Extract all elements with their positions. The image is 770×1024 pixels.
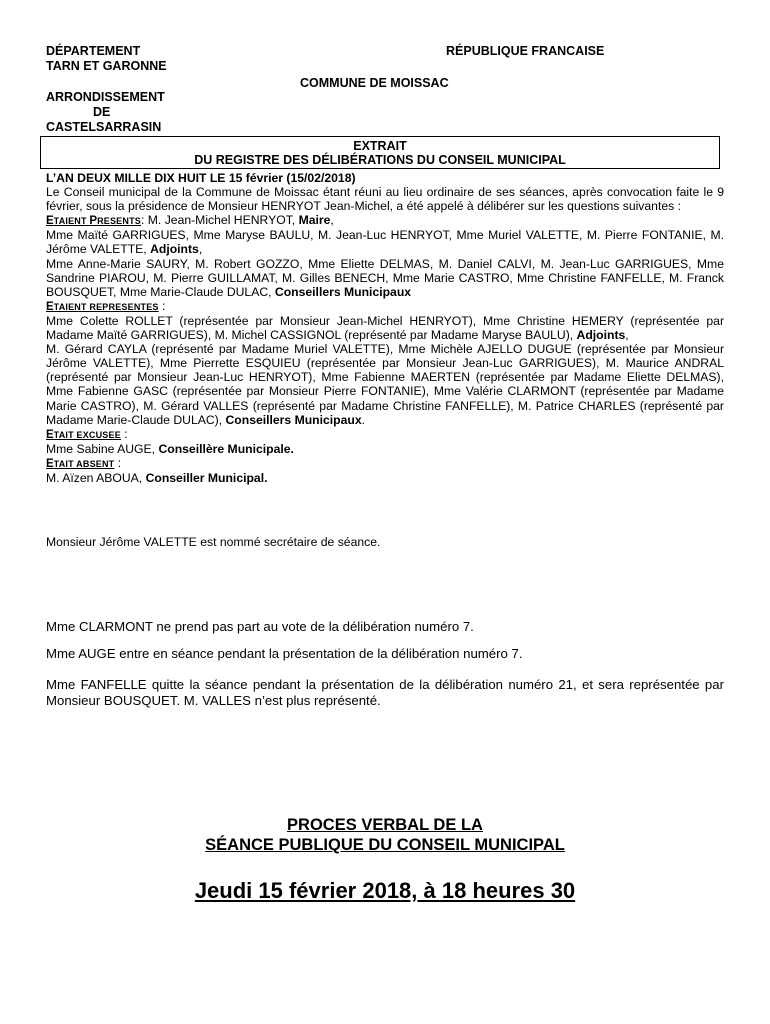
- date-line: L’AN DEUX MILLE DIX HUIT LE 15 février (15/02/2018): [46, 171, 356, 185]
- intro-paragraph: Le Conseil municipal de la Commune de Moissac étant réuni au lieu ordinaire de ses séances, après convocation faite le 9 février, sous la présidence de Monsieur HENRYOT Jean-Michel, a été appelé à délibérer sur les questions suivantes :: [46, 185, 724, 214]
- note-fanfelle: Mme FANFELLE quitte la séance pendant la présentation de la délibération numéro 21, et sera représentée par Monsieur BOUSQUET. M. VALLES n’est plus représenté.: [46, 677, 724, 708]
- maire-role: Maire: [298, 213, 331, 228]
- presents-label: ETAIENT PRESENTS: [46, 215, 141, 228]
- presents-paragraph: ETAIENT PRESENTS: M. Jean-Michel HENRYOT, Maire, Mme Maïté GARRIGUES, Mme Maryse BAULU, M. Jean-Luc HENRYOT, Mme Muriel VALETTE, M. Pierre FONTANIE, M. Jérôme VALETTE, Adjoints, Mme Anne-Marie SAURY, M. Robert GOZZO, Mme Eliette DELMAS, M. Daniel CALVI, M. Jean-Luc GARRIGUES, Mme Sandrine PIAROU, M. Pierre GUILLAMAT, M. Gilles BENECH, Mme Marie CASTRO, Mme Christine FANFELLE, M. Franck BOUSQUET, Mme Marie-Claude DULAC, Conseillers Municipaux: [46, 213, 724, 299]
- note-auge: Mme AUGE entre en séance pendant la présentation de la délibération numéro 7.: [46, 646, 523, 661]
- republic-label: RÉPUBLIQUE FRANCAISE: [446, 44, 605, 58]
- excusee-paragraph: Mme Sabine AUGE, Conseillère Municipale.: [46, 441, 294, 456]
- representes-label: ETAIENT REPRESENTES: [46, 300, 159, 313]
- extract-title: EXTRAIT: [353, 139, 407, 153]
- excusee-label: ETAIT EXCUSEE: [46, 428, 121, 441]
- excusee-label-line: ETAIT EXCUSEE :: [46, 426, 128, 441]
- arrondissement-de: DE: [93, 105, 111, 119]
- session-date: Jeudi 15 février 2018, à 18 heures 30: [194, 878, 576, 903]
- seance-title: SÉANCE PUBLIQUE DU CONSEIL MUNICIPAL: [205, 836, 565, 854]
- arrondissement-name: CASTELSARRASIN: [46, 120, 162, 134]
- deliberation-body: [46, 171, 724, 485]
- representes-label-line: ETAIENT REPRESENTES :: [46, 298, 166, 313]
- absent-label-line: ETAIT ABSENT :: [46, 455, 122, 470]
- note-clarmont: Mme CLARMONT ne prend pas part au vote de la délibération numéro 7.: [46, 619, 474, 634]
- secretary-line: Monsieur Jérôme VALETTE est nommé secrétaire de séance.: [46, 535, 381, 549]
- representes-adjoints-role: Adjoints: [576, 328, 626, 343]
- proces-verbal-title: PROCES VERBAL DE LA: [287, 816, 483, 834]
- representes-conseillers-role: Conseillers Municipaux: [225, 412, 362, 427]
- adjoints-role: Adjoints: [150, 242, 199, 257]
- department-name: TARN ET GARONNE: [46, 59, 167, 73]
- absent-paragraph: M. Aïzen ABOUA, Conseiller Municipal.: [46, 470, 268, 485]
- commune-label: COMMUNE DE MOISSAC: [300, 76, 449, 90]
- absent-label: ETAIT ABSENT: [46, 457, 115, 470]
- department-label: DÉPARTEMENT: [46, 44, 141, 58]
- representes-paragraph: Mme Colette ROLLET (représentée par Monsieur Jean-Michel HENRYOT), Mme Christine HEMERY (représentée par Madame Maïté GARRIGUES), M. Michel CASSIGNOL (représenté par Madame Maryse BAULU), Adjoints, M. Gérard CAYLA (représenté par Madame Muriel VALETTE), Mme Michèle AJELLO DUGUE (représentée par Monsieur Jérôme VALETTE), Mme Pierrette ESQUIEU (représentée par Monsieur Jean-Luc GARRIGUES), M. Maurice ANDRAL (représenté par Monsieur Jean-Luc HENRYOT), Mme Fabienne MAERTEN (représentée par Madame Eliette DELMAS), Mme Fabienne GASC (représentée par Monsieur Pierre FONTANIE), Mme Valérie CLARMONT (représentée par Madame Marie CASTRO), M. Gérard VALLES (représenté par Madame Christine FANFELLE), M. Patrice CHARLES (représenté par Madame Marie-Claude DULAC), Conseillers Municipaux.: [46, 313, 724, 427]
- extract-box: [40, 136, 720, 169]
- conseillers-role: Conseillers Municipaux: [274, 284, 412, 299]
- registry-title: DU REGISTRE DES DÉLIBÉRATIONS DU CONSEIL MUNICIPAL: [194, 153, 566, 167]
- arrondissement-label: ARRONDISSEMENT: [46, 90, 165, 104]
